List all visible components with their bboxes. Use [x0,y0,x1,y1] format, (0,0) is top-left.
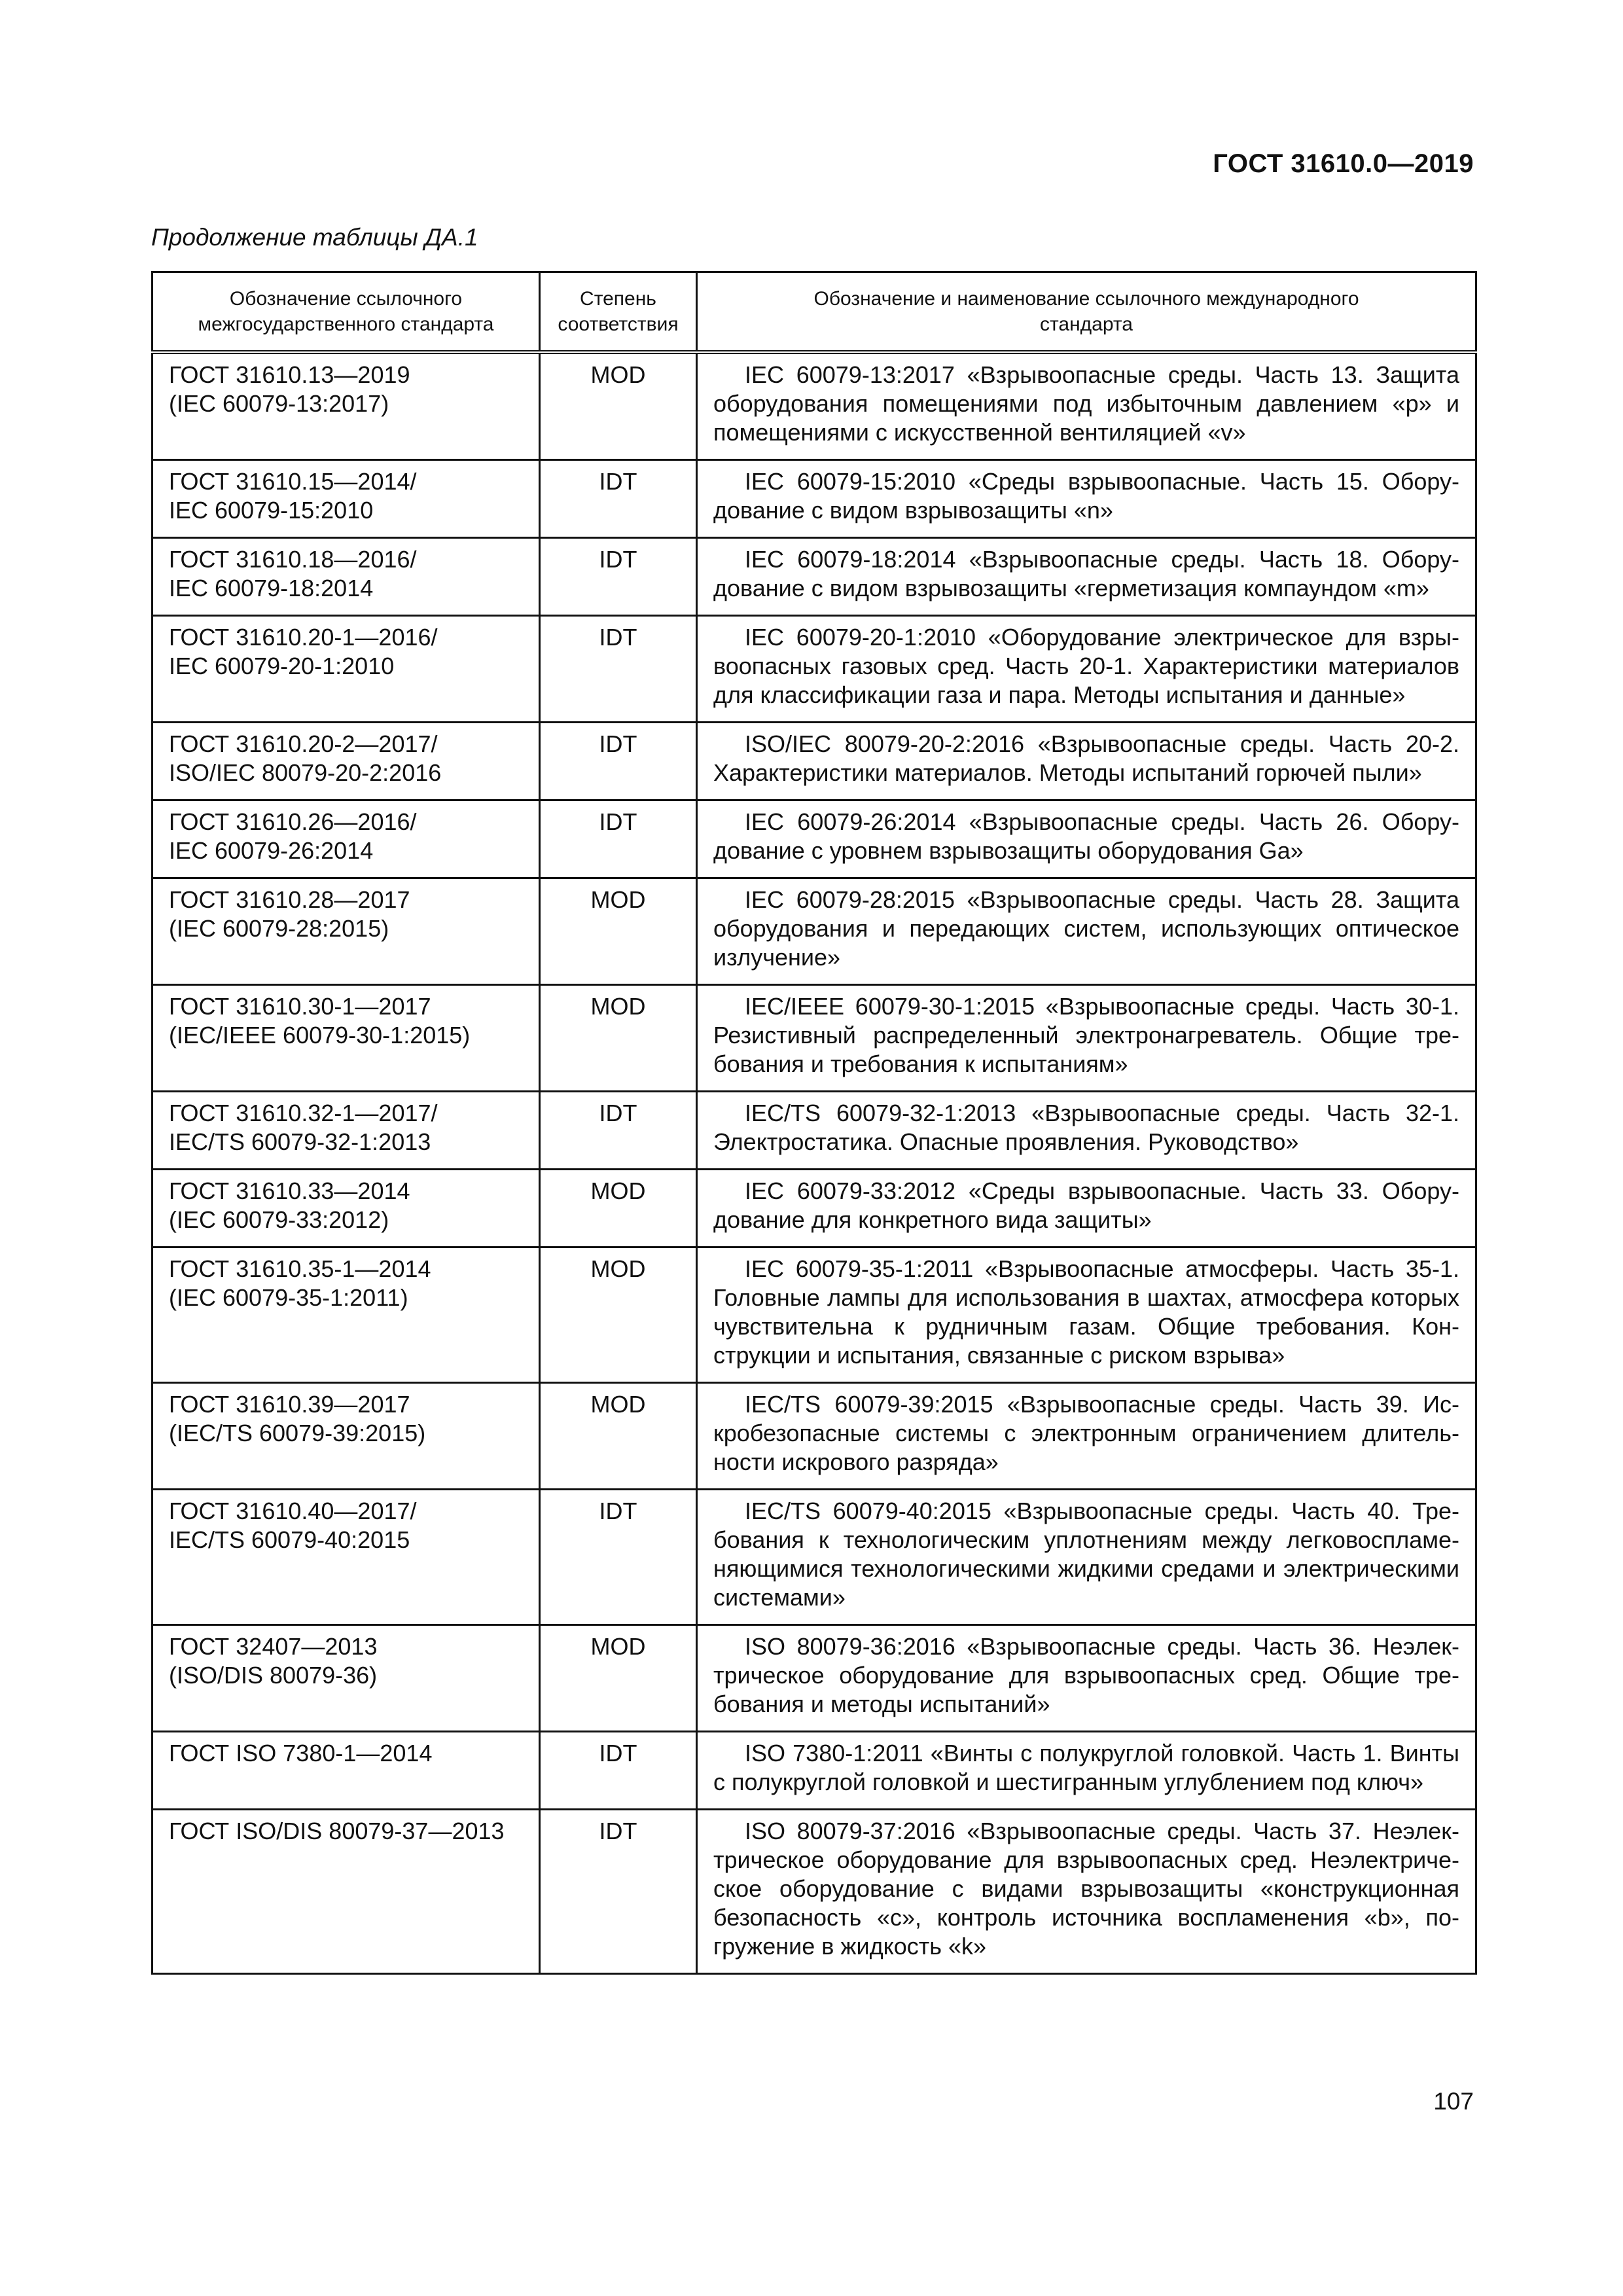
gost-standard-cell [152,1092,540,1170]
degree-cell: MOD [540,878,697,985]
intl-standard-cell: IEC/IEEE 60079-30-1:2015 «Взрывоопасные среды. Часть 30-1. Резистивный распределенный электронагреватель. Общие требования и требования к испытаниям» [697,985,1476,1092]
intl-standard-cell: ISO 80079-37:2016 «Взрывоопасные среды. Часть 37. Неэлектрическое оборудование для взрывоопасных сред. Неэлектрическое оборудование с видами взрывозащиты «конструкционная безопасность «с», контроль источника воспламенения «b», погружение в жидкость «k» [697,1810,1476,1974]
gost-standard-cell [152,985,540,1092]
intl-standard-cell: IEC/TS 60079-32-1:2013 «Взрывоопасные среды. Часть 32-1. Электростатика. Опасные проявления. Руководство» [697,1092,1476,1170]
degree-cell: MOD [540,985,697,1092]
gost-standard-line: IEC/TS 60079-32-1:2013 [169,1128,431,1155]
intl-standard-cell: IEC 60079-15:2010 «Среды взрывоопасные. Часть 15. Оборудование с видом взрывозащиты «n» [697,460,1476,538]
intl-standard-cell: IEC 60079-18:2014 «Взрывоопасные среды. Часть 18. Оборудование с видом взрывозащиты «герметизация компаундом «m» [697,538,1476,616]
degree-cell: IDT [540,1810,697,1974]
table-row [152,1092,1476,1170]
gost-standard-cell [152,460,540,538]
degree-cell: IDT [540,1092,697,1170]
table-row [152,800,1476,878]
header-intl-line-2: стандарта [1040,314,1133,335]
reference-standards-table [151,271,1477,1975]
header-degree-line-2: соответствия [558,314,679,335]
intl-standard-cell: IEC 60079-26:2014 «Взрывоопасные среды. Часть 26. Оборудование с уровнем взрывозащиты оборудования Ga» [697,800,1476,878]
degree-cell: MOD [540,1247,697,1383]
gost-standard-cell [152,1625,540,1732]
gost-standard-line: ГОСТ 31610.18—2016/ [169,546,417,573]
header-degree-line-1: Степень [580,288,656,310]
header-gost-line-2: межгосударственного стандарта [198,314,494,335]
intl-standard-cell: IEC 60079-20-1:2010 «Оборудование электрическое для взрывоопасных газовых сред. Часть 20-1. Характеристики материалов для классификации газа и пара. Методы испытания и данные» [697,616,1476,723]
intl-standard-cell: IEC/TS 60079-39:2015 «Взрывоопасные среды. Часть 39. Искробезопасные системы с электронным ограничением длительности искрового разряда» [697,1383,1476,1490]
gost-standard-line: IEC 60079-20-1:2010 [169,653,395,679]
table-caption: Продолжение таблицы ДА.1 [151,224,478,251]
gost-standard-line: ГОСТ 31610.40—2017/ [169,1498,417,1524]
document-code: ГОСТ 31610.0—2019 [1213,149,1474,178]
gost-standard-cell [152,723,540,800]
intl-standard-cell: IEC 60079-28:2015 «Взрывоопасные среды. Часть 28. Защита оборудования и передающих систем, использующих оптическое излучение» [697,878,1476,985]
page-number: 107 [1433,2088,1474,2115]
gost-standard-line: ГОСТ 31610.28—2017 [169,886,410,913]
gost-standard-line: (IEC/TS 60079-39:2015) [169,1420,426,1446]
gost-standard-cell [152,1810,540,1974]
header-intl-standard [697,272,1476,353]
header-intl-line-1: Обозначение и наименование ссылочного международного [813,288,1359,310]
gost-standard-cell [152,800,540,878]
gost-standard-line: ГОСТ 31610.35-1—2014 [169,1255,431,1282]
gost-standard-line: ГОСТ 31610.33—2014 [169,1177,410,1204]
gost-standard-line: IEC 60079-18:2014 [169,575,374,601]
intl-standard-cell: ISO/IEC 80079-20-2:2016 «Взрывоопасные среды. Часть 20-2. Характеристики материалов. Методы испытаний горючей пыли» [697,723,1476,800]
gost-standard-line: IEC 60079-15:2010 [169,497,374,524]
gost-standard-line: (IEC 60079-28:2015) [169,915,389,942]
intl-standard-cell: IEC 60079-13:2017 «Взрывоопасные среды. Часть 13. Защита оборудования помещениями под избыточным давлением «р» и помещениями с искусственной вентиляцией «v» [697,352,1476,460]
degree-cell: MOD [540,1170,697,1247]
gost-standard-line: ГОСТ ISO/DIS 80079-37—2013 [169,1818,505,1844]
table-row [152,723,1476,800]
table-row [152,878,1476,985]
table-header [152,272,1476,353]
table-row [152,1625,1476,1732]
degree-cell: MOD [540,1625,697,1732]
table-row [152,352,1476,460]
gost-standard-line: (IEC/IEEE 60079-30-1:2015) [169,1022,471,1049]
intl-standard-cell: IEC 60079-33:2012 «Среды взрывоопасные. Часть 33. Оборудование для конкретного вида защиты» [697,1170,1476,1247]
intl-standard-cell: ISO 7380-1:2011 «Винты с полукруглой головкой. Часть 1. Винты с полукруглой головкой и шестигранным углублением под ключ» [697,1732,1476,1810]
degree-cell: IDT [540,1490,697,1625]
gost-standard-line: ГОСТ 32407—2013 [169,1633,378,1660]
gost-standard-line: ГОСТ 31610.13—2019 [169,361,410,388]
gost-standard-cell [152,1732,540,1810]
degree-cell: IDT [540,800,697,878]
degree-cell: IDT [540,460,697,538]
table-body [152,352,1476,1974]
header-row [152,272,1476,353]
degree-cell: IDT [540,723,697,800]
gost-standard-cell [152,1247,540,1383]
gost-standard-cell [152,1490,540,1625]
gost-standard-line: ГОСТ 31610.20-2—2017/ [169,730,438,757]
gost-standard-line: IEC 60079-26:2014 [169,837,374,864]
table-row [152,538,1476,616]
table-row [152,616,1476,723]
gost-standard-cell [152,1170,540,1247]
table-row [152,1490,1476,1625]
table-row [152,1383,1476,1490]
header-gost-standard [152,272,540,353]
gost-standard-line: ГОСТ 31610.15—2014/ [169,468,417,495]
gost-standard-line: ГОСТ 31610.32-1—2017/ [169,1100,438,1126]
table-row [152,1170,1476,1247]
intl-standard-cell: ISO 80079-36:2016 «Взрывоопасные среды. Часть 36. Неэлектрическое оборудование для взрывоопасных сред. Общие требования и методы испытаний» [697,1625,1476,1732]
gost-standard-cell [152,878,540,985]
degree-cell: IDT [540,1732,697,1810]
gost-standard-cell [152,616,540,723]
table-row [152,1247,1476,1383]
gost-standard-line: ГОСТ ISO 7380-1—2014 [169,1740,433,1767]
gost-standard-line: ISO/IEC 80079-20-2:2016 [169,759,442,786]
table-row [152,1732,1476,1810]
gost-standard-line: ГОСТ 31610.20-1—2016/ [169,624,438,651]
gost-standard-line: ГОСТ 31610.30-1—2017 [169,993,431,1020]
gost-standard-line: (IEC 60079-35-1:2011) [169,1284,408,1311]
gost-standard-cell [152,352,540,460]
header-gost-line-1: Обозначение ссылочного [229,288,463,310]
gost-standard-line: ГОСТ 31610.39—2017 [169,1391,410,1418]
gost-standard-cell [152,538,540,616]
table-row [152,1810,1476,1974]
degree-cell: MOD [540,1383,697,1490]
gost-standard-line: (IEC 60079-33:2012) [169,1206,389,1233]
degree-cell: IDT [540,616,697,723]
degree-cell: MOD [540,352,697,460]
table-row [152,460,1476,538]
table-row [152,985,1476,1092]
intl-standard-cell: IEC 60079-35-1:2011 «Взрывоопасные атмосферы. Часть 35-1. Головные лампы для использования в шахтах, атмосфера которых чувствительна к рудничным газам. Общие требования. Конструкции и испытания, связанные с риском взрыва» [697,1247,1476,1383]
gost-standard-cell [152,1383,540,1490]
gost-standard-line: ГОСТ 31610.26—2016/ [169,808,417,835]
gost-standard-line: (IEC 60079-13:2017) [169,390,389,417]
gost-standard-line: IEC/TS 60079-40:2015 [169,1526,410,1553]
degree-cell: IDT [540,538,697,616]
header-degree [540,272,697,353]
gost-standard-line: (ISO/DIS 80079-36) [169,1662,378,1689]
intl-standard-cell: IEC/TS 60079-40:2015 «Взрывоопасные среды. Часть 40. Требования к технологическим уплотнениям между легковоспламеняющимися технологическими жидкими средами и электрическими системами» [697,1490,1476,1625]
